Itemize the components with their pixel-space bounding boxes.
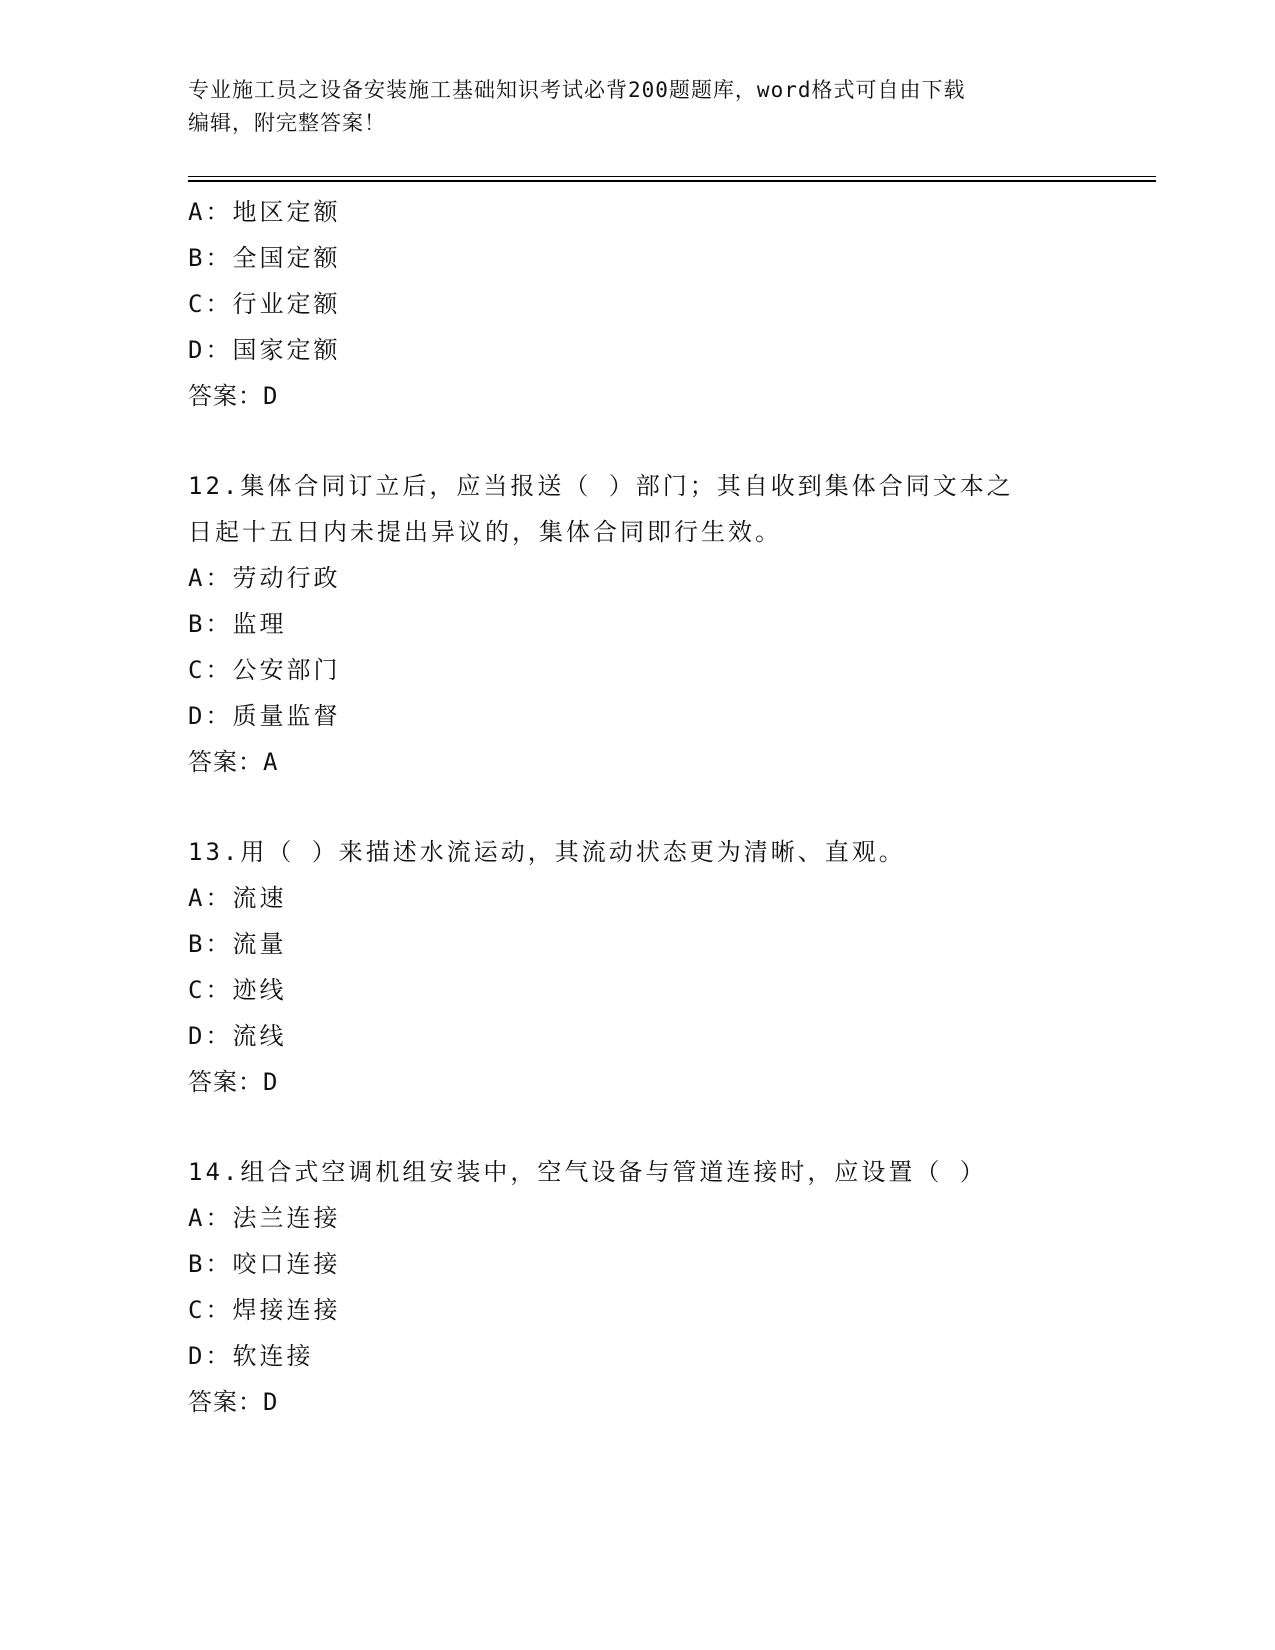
question-14 [188, 1149, 1148, 1425]
question-stem-line-1: 13.用（ ）来描述水流运动，其流动状态更为清晰、直观。 [188, 838, 906, 866]
option-d [188, 327, 1148, 373]
option-text: 法兰连接 [232, 1204, 341, 1232]
answer-value: D [263, 1068, 279, 1096]
header-title-line-2: 编辑，附完整答案！ [188, 111, 386, 135]
question-12 [188, 463, 1148, 785]
option-key: D： [188, 1342, 233, 1370]
answer-line [188, 739, 1148, 785]
answer-label: 答案： [188, 1068, 263, 1096]
option-text: 迹线 [232, 976, 287, 1004]
option-b [188, 235, 1148, 281]
option-key: C： [188, 1296, 233, 1324]
answer-value: A [263, 748, 279, 776]
option-text: 流线 [232, 1022, 287, 1050]
question-13 [188, 829, 1148, 1105]
option-text: 流速 [232, 884, 287, 912]
answer-line [188, 1379, 1148, 1425]
option-text: 咬口连接 [232, 1250, 341, 1278]
question-stem-line-1: 14.组合式空调机组安装中，空气设备与管道连接时，应设置（ ） [188, 1158, 987, 1186]
answer-line [188, 1059, 1148, 1105]
option-text: 监理 [232, 610, 287, 638]
option-b [188, 601, 1148, 647]
option-text: 焊接连接 [232, 1296, 341, 1324]
option-text: 劳动行政 [232, 564, 341, 592]
answer-value: D [263, 1388, 279, 1416]
option-key: A： [188, 884, 233, 912]
option-c [188, 1287, 1148, 1333]
answer-label: 答案： [188, 1388, 263, 1416]
option-key: D： [188, 336, 233, 364]
option-c [188, 281, 1148, 327]
answer-line [188, 373, 1148, 419]
option-text: 国家定额 [232, 336, 341, 364]
answer-label: 答案： [188, 382, 263, 410]
option-d [188, 1333, 1148, 1379]
spacer [188, 785, 1148, 829]
option-key: B： [188, 244, 233, 272]
document-header [188, 74, 1068, 140]
answer-label: 答案： [188, 748, 263, 776]
question-stem-line-1: 12.集体合同订立后，应当报送（ ）部门；其自收到集体合同文本之 [188, 472, 1014, 500]
option-text: 地区定额 [232, 198, 341, 226]
option-key: C： [188, 976, 233, 1004]
option-key: A： [188, 564, 233, 592]
option-c [188, 647, 1148, 693]
option-a [188, 875, 1148, 921]
option-a [188, 555, 1148, 601]
question-stem [188, 463, 1068, 555]
spacer [188, 1105, 1148, 1149]
option-key: A： [188, 1204, 233, 1232]
option-text: 公安部门 [232, 656, 341, 684]
spacer [188, 419, 1148, 463]
option-text: 流量 [232, 930, 287, 958]
question-stem [188, 1149, 1068, 1195]
option-key: A： [188, 198, 233, 226]
option-c [188, 967, 1148, 1013]
question-stem-line-2: 日起十五日内未提出异议的，集体合同即行生效。 [188, 518, 782, 546]
option-b [188, 1241, 1148, 1287]
option-text: 质量监督 [232, 702, 341, 730]
option-b [188, 921, 1148, 967]
option-key: B： [188, 610, 233, 638]
header-divider-thin [188, 176, 1156, 177]
question-list [188, 189, 1148, 1425]
question-stem [188, 829, 1068, 875]
header-divider-thick [188, 180, 1156, 182]
option-key: B： [188, 930, 233, 958]
option-key: D： [188, 1022, 233, 1050]
option-key: D： [188, 702, 233, 730]
answer-value: D [263, 382, 279, 410]
option-text: 软连接 [232, 1342, 314, 1370]
option-text: 行业定额 [232, 290, 341, 318]
option-a [188, 1195, 1148, 1241]
option-key: C： [188, 290, 233, 318]
option-a [188, 189, 1148, 235]
question-11-continued [188, 189, 1148, 419]
option-key: C： [188, 656, 233, 684]
option-text: 全国定额 [232, 244, 341, 272]
option-key: B： [188, 1250, 233, 1278]
option-d [188, 1013, 1148, 1059]
option-d [188, 693, 1148, 739]
header-title-line-1: 专业施工员之设备安装施工基础知识考试必背200题题库，word格式可自由下载 [188, 78, 966, 102]
